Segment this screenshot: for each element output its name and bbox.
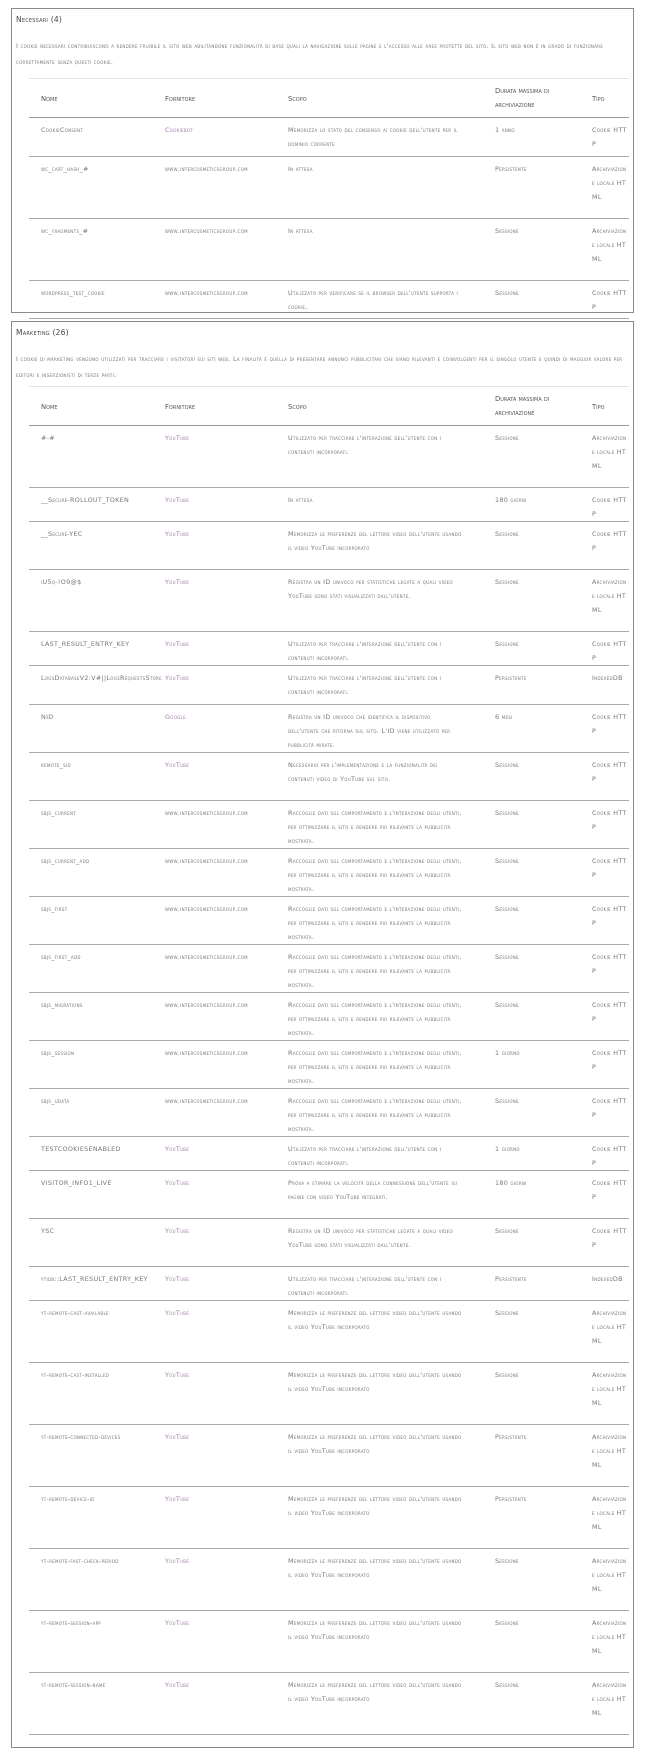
- cookie-provider: www.intercosmeticsgroup.com: [165, 1049, 248, 1057]
- cookie-name: sbjs_current_add: [41, 857, 90, 865]
- cookie-duration: Sessione: [495, 953, 519, 961]
- cookie-provider[interactable]: YouTube: [165, 1371, 190, 1379]
- table-row: [29, 1673, 629, 1735]
- cookie-purpose: Registra un ID univoco per statistiche legate a quali video YouTube sono stati visualizzati dall'utente.: [288, 1227, 453, 1249]
- table-row: [29, 801, 629, 849]
- cookie-purpose: Memorizza le preferenze del lettore video dell'utente usando il video YouTube incorporato: [288, 1681, 462, 1703]
- cookie-purpose: Memorizza le preferenze del lettore video dell'utente usando il video YouTube incorporato: [288, 1557, 462, 1579]
- necessary-cookies-card: [11, 8, 634, 313]
- cookie-duration: Sessione: [495, 1309, 519, 1317]
- table-row: [29, 1089, 629, 1137]
- cookie-name: YSC: [41, 1227, 55, 1235]
- table-row: [29, 1301, 629, 1363]
- cookie-duration: Sessione: [495, 530, 519, 538]
- cookie-type: Cookie HTTP: [592, 496, 627, 518]
- cookie-name: sbjs_first: [41, 905, 68, 913]
- cookie-purpose: Memorizza le preferenze del lettore video dell'utente usando il video YouTube incorporato: [288, 1619, 462, 1641]
- cookie-type: Cookie HTTP: [592, 640, 627, 662]
- cookie-duration: Sessione: [495, 434, 519, 442]
- cookie-type: Cookie HTTP: [592, 1227, 627, 1249]
- cookie-provider[interactable]: YouTube: [165, 674, 190, 682]
- cookie-name: ytidb::LAST_RESULT_ENTRY_KEY: [41, 1275, 148, 1283]
- cookie-duration: Persistente: [495, 165, 527, 173]
- cookie-duration: 1 giorno: [495, 1049, 520, 1057]
- cookie-type: Archiviazione locale HTML: [592, 165, 627, 201]
- cookie-provider[interactable]: YouTube: [165, 578, 190, 586]
- cookie-provider[interactable]: YouTube: [165, 496, 190, 504]
- cookie-duration: Sessione: [495, 857, 519, 865]
- table-row: [29, 219, 629, 281]
- cookie-name: sbjs_first_add: [41, 953, 81, 961]
- cookie-name: CookieConsent: [41, 126, 84, 134]
- header-duration: Durata massima di archiviazione: [495, 87, 550, 109]
- cookie-name: yt-remote-cast-available: [41, 1309, 109, 1317]
- cookie-type: Cookie HTTP: [592, 530, 627, 552]
- cookie-purpose: Utilizzato per tracciare l'interazione dell'utente con i contenuti incorporati.: [288, 1275, 442, 1297]
- cookie-provider[interactable]: Cookiebot: [165, 126, 194, 134]
- cookie-purpose: Memorizza le preferenze del lettore video dell'utente usando il video YouTube incorporato: [288, 1433, 462, 1455]
- cookie-provider: www.intercosmeticsgroup.com: [165, 857, 248, 865]
- table-row: [29, 632, 629, 666]
- cookie-name: __Secure-YEC: [41, 530, 83, 538]
- cookie-type: Archiviazione locale HTML: [592, 1495, 627, 1531]
- table-row: [29, 118, 629, 157]
- cookie-purpose: Raccoglie dati sul comportamento e l'interazione degli utenti, per ottimizzare il sito e rendere più rilevante la pubblicità mostrata.: [288, 1049, 462, 1085]
- cookie-type: Archiviazione locale HTML: [592, 227, 627, 263]
- cookie-name: NID: [41, 713, 54, 721]
- cookie-duration: Sessione: [495, 809, 519, 817]
- cookie-duration: Persistente: [495, 1275, 527, 1283]
- table-row: [29, 1219, 629, 1267]
- section-title: Necessari (4): [16, 15, 63, 24]
- header-purpose: Scopo: [288, 95, 307, 103]
- cookie-name: iU5q-!O9@$: [41, 578, 82, 586]
- cookie-purpose: Raccoglie dati sul comportamento e l'interazione degli utenti, per ottimizzare il sito e rendere più rilevante la pubblicità mostrata.: [288, 1001, 462, 1037]
- header-purpose: Scopo: [288, 403, 307, 411]
- cookie-type: Cookie HTTP: [592, 809, 627, 831]
- table-header: [29, 78, 629, 118]
- cookie-name: VISITOR_INFO1_LIVE: [41, 1179, 112, 1187]
- table-row: [29, 1137, 629, 1171]
- table-header: [29, 386, 629, 426]
- table-row: [29, 1425, 629, 1487]
- cookie-purpose: Raccoglie dati sul comportamento e l'interazione degli utenti, per ottimizzare il sito e rendere più rilevante la pubblicità mostrata.: [288, 1097, 462, 1133]
- cookie-type: Cookie HTTP: [592, 761, 627, 783]
- table-row: [29, 753, 629, 801]
- table-row: [29, 522, 629, 570]
- cookie-duration: Sessione: [495, 1619, 519, 1627]
- header-type: Tipo: [592, 95, 605, 103]
- cookie-name: yt-remote-fast-check-period: [41, 1557, 119, 1565]
- cookie-type: Archiviazione locale HTML: [592, 1619, 627, 1655]
- table-row: [29, 1363, 629, 1425]
- cookie-duration: Sessione: [495, 289, 519, 297]
- cookie-type: Archiviazione locale HTML: [592, 1371, 627, 1407]
- cookie-provider[interactable]: YouTube: [165, 1179, 190, 1187]
- cookie-purpose: Memorizza le preferenze del lettore video dell'utente usando il video YouTube incorporato: [288, 1495, 462, 1517]
- cookie-provider[interactable]: YouTube: [165, 1275, 190, 1283]
- cookie-duration: Sessione: [495, 1371, 519, 1379]
- cookie-provider: www.intercosmeticsgroup.com: [165, 165, 248, 173]
- cookie-type: Cookie HTTP: [592, 1097, 627, 1119]
- cookie-provider[interactable]: YouTube: [165, 1557, 190, 1565]
- table-row: [29, 1549, 629, 1611]
- table-row: [29, 897, 629, 945]
- cookie-name: sbjs_migrations: [41, 1001, 83, 1009]
- cookie-duration: Sessione: [495, 1227, 519, 1235]
- cookie-purpose: Necessario per l'implementazione e la funzionalità dei contenuti video di YouTube sul sito.: [288, 761, 438, 783]
- cookie-provider[interactable]: YouTube: [165, 530, 190, 538]
- cookie-type: Archiviazione locale HTML: [592, 1309, 627, 1345]
- cookie-name: TESTCOOKIESENABLED: [41, 1145, 121, 1153]
- cookie-duration: Sessione: [495, 761, 519, 769]
- cookie-duration: Sessione: [495, 227, 519, 235]
- cookie-name: sbjs_current: [41, 809, 77, 817]
- cookie-duration: Sessione: [495, 578, 519, 586]
- cookie-type: Cookie HTTP: [592, 713, 627, 735]
- cookie-name: yt-remote-session-app: [41, 1619, 102, 1627]
- cookie-duration: 1 giorno: [495, 1145, 520, 1153]
- cookie-type: Cookie HTTP: [592, 1179, 627, 1201]
- cookie-purpose: Prova a stimare la velocità della connessione dell'utente su pagine con video YouTube integrati.: [288, 1179, 458, 1201]
- cookie-provider[interactable]: YouTube: [165, 1681, 190, 1689]
- cookie-purpose: Memorizza lo stato del consenso ai cookie dell'utente per il dominio corrente: [288, 126, 458, 148]
- cookie-type: Cookie HTTP: [592, 1001, 627, 1023]
- cookie-type: Archiviazione locale HTML: [592, 578, 627, 614]
- cookie-provider[interactable]: YouTube: [165, 1433, 190, 1441]
- header-provider: Fornitore: [165, 403, 196, 411]
- cookie-type: Cookie HTTP: [592, 126, 627, 148]
- cookie-provider: www.intercosmeticsgroup.com: [165, 953, 248, 961]
- table-row: [29, 1487, 629, 1549]
- cookie-duration: 6 mesi: [495, 713, 513, 721]
- cookie-purpose: Registra un ID univoco che identifica il dispositivo dell'utente che ritorna sul sito. L'ID viene utilizzato per pubblicità mirate.: [288, 713, 451, 749]
- table-row: [29, 993, 629, 1041]
- cookie-name: sbjs_session: [41, 1049, 75, 1057]
- cookie-name: #-#: [41, 434, 55, 442]
- cookie-provider: www.intercosmeticsgroup.com: [165, 905, 248, 913]
- cookie-provider: www.intercosmeticsgroup.com: [165, 1001, 248, 1009]
- cookie-duration: 180 giorni: [495, 1179, 527, 1187]
- cookie-provider: www.intercosmeticsgroup.com: [165, 809, 248, 817]
- cookie-type: Archiviazione locale HTML: [592, 1433, 627, 1469]
- cookie-duration: Sessione: [495, 640, 519, 648]
- cookie-purpose: Memorizza le preferenze del lettore video dell'utente usando il video YouTube incorporato: [288, 1371, 462, 1393]
- cookie-duration: Persistente: [495, 1495, 527, 1503]
- cookie-provider[interactable]: YouTube: [165, 761, 190, 769]
- table-row: [29, 1611, 629, 1673]
- table-row: [29, 1041, 629, 1089]
- cookie-type: Cookie HTTP: [592, 953, 627, 975]
- cookie-purpose: Utilizzato per tracciare l'interazione dell'utente con i contenuti incorporati.: [288, 640, 442, 662]
- cookie-name: yt-remote-cast-installed: [41, 1371, 110, 1379]
- cookie-type: Archiviazione locale HTML: [592, 1557, 627, 1593]
- cookie-name: wc_fragments_#: [41, 227, 89, 235]
- header-name: Nome: [41, 95, 58, 103]
- table-row: [29, 426, 629, 488]
- cookie-purpose: In attesa: [288, 227, 313, 235]
- section-description: I cookie necessari contribuiscono a rendere fruibile il sito web abilitandone funzionalità di base quali la navigazione sulle pagine e l'accesso alle aree protette del sito. Il sito web non è in grado di funzionare correttamente senza questi cookie.: [16, 42, 604, 66]
- table-row: [29, 1171, 629, 1219]
- table-row: [29, 1267, 629, 1301]
- cookie-purpose: Utilizzato per verificare se il browser dell'utente supporta i cookie.: [288, 289, 458, 311]
- cookie-provider[interactable]: YouTube: [165, 1227, 190, 1235]
- cookie-provider: www.intercosmeticsgroup.com: [165, 1097, 248, 1105]
- cookie-type: Cookie HTTP: [592, 857, 627, 879]
- cookie-purpose: Memorizza le preferenze del lettore video dell'utente usando il video YouTube incorporato: [288, 1309, 462, 1331]
- cookie-name: sbjs_udata: [41, 1097, 70, 1105]
- cookie-type: Cookie HTTP: [592, 1049, 627, 1071]
- marketing-cookies-card: [11, 321, 634, 1748]
- cookie-duration: 180 giorni: [495, 496, 527, 504]
- cookie-provider[interactable]: Google: [165, 713, 186, 721]
- header-provider: Fornitore: [165, 95, 196, 103]
- cookie-type: Cookie HTTP: [592, 905, 627, 927]
- cookie-name: __Secure-ROLLOUT_TOKEN: [41, 496, 130, 504]
- cookie-name: yt-remote-session-name: [41, 1681, 106, 1689]
- table-row: [29, 281, 629, 319]
- header-name: Nome: [41, 403, 58, 411]
- cookie-name: LogsDatabaseV2:V#||LogsRequestsStore: [41, 674, 162, 682]
- cookie-purpose: Raccoglie dati sul comportamento e l'interazione degli utenti, per ottimizzare il sito e rendere più rilevante la pubblicità mostrata.: [288, 809, 462, 845]
- cookie-duration: Sessione: [495, 1097, 519, 1105]
- cookie-type: Archiviazione locale HTML: [592, 434, 627, 470]
- section-title: Marketing (26): [16, 328, 69, 337]
- table-row: [29, 849, 629, 897]
- cookie-name: LAST_RESULT_ENTRY_KEY: [41, 640, 130, 648]
- cookie-type: Archiviazione locale HTML: [592, 1681, 627, 1717]
- cookie-name: yt-remote-connected-devices: [41, 1433, 121, 1441]
- cookie-purpose: Raccoglie dati sul comportamento e l'interazione degli utenti, per ottimizzare il sito e rendere più rilevante la pubblicità mostrata.: [288, 905, 462, 941]
- cookie-purpose: Registra un ID univoco per statistiche legate a quali video YouTube sono stati visualizzati dall'utente.: [288, 578, 453, 600]
- cookie-purpose: Raccoglie dati sul comportamento e l'interazione degli utenti, per ottimizzare il sito e rendere più rilevante la pubblicità mostrata.: [288, 953, 462, 989]
- cookie-purpose: Utilizzato per tracciare l'interazione dell'utente con i contenuti incorporati.: [288, 1145, 442, 1167]
- cookie-provider[interactable]: YouTube: [165, 1495, 190, 1503]
- cookie-name: wc_cart_hash_#: [41, 165, 89, 173]
- table-row: [29, 488, 629, 522]
- table-row: [29, 570, 629, 632]
- cookie-name: remote_sid: [41, 761, 71, 769]
- cookie-name: yt-remote-device-id: [41, 1495, 95, 1503]
- cookie-duration: Sessione: [495, 905, 519, 913]
- cookie-type: IndexedDB: [592, 674, 623, 682]
- cookie-provider[interactable]: YouTube: [165, 434, 190, 442]
- cookie-purpose: In attesa: [288, 496, 313, 504]
- table-row: [29, 945, 629, 993]
- table-row: [29, 705, 629, 753]
- cookie-purpose: In attesa: [288, 165, 313, 173]
- section-description: I cookie di marketing vengono utilizzati per tracciare i visitatori sui siti web. La finalità è quella di presentare annunci pubblicitari che siano rilevanti e coinvolgenti per il singolo utente e quindi di maggior valore per editori e inserzionisti di terze parti.: [16, 355, 623, 379]
- cookie-duration: Persistente: [495, 1433, 527, 1441]
- cookie-provider[interactable]: YouTube: [165, 640, 190, 648]
- table-row: [29, 666, 629, 705]
- cookie-type: Cookie HTTP: [592, 289, 627, 311]
- cookie-type: Cookie HTTP: [592, 1145, 627, 1167]
- cookie-provider: www.intercosmeticsgroup.com: [165, 289, 248, 297]
- cookie-provider[interactable]: YouTube: [165, 1145, 190, 1153]
- cookie-type: IndexedDB: [592, 1275, 623, 1283]
- cookie-purpose: Raccoglie dati sul comportamento e l'interazione degli utenti, per ottimizzare il sito e rendere più rilevante la pubblicità mostrata.: [288, 857, 462, 893]
- cookie-purpose: Memorizza le preferenze del lettore video dell'utente usando il video YouTube incorporato: [288, 530, 462, 552]
- cookie-duration: Sessione: [495, 1681, 519, 1689]
- cookie-provider[interactable]: YouTube: [165, 1309, 190, 1317]
- cookie-duration: Sessione: [495, 1001, 519, 1009]
- cookie-name: wordpress_test_cookie: [41, 289, 105, 297]
- cookie-provider: www.intercosmeticsgroup.com: [165, 227, 248, 235]
- cookie-purpose: Utilizzato per tracciare l'interazione dell'utente con i contenuti incorporati.: [288, 434, 442, 456]
- header-type: Tipo: [592, 403, 605, 411]
- cookie-duration: 1 anno: [495, 126, 515, 134]
- table-row: [29, 157, 629, 219]
- cookie-duration: Persistente: [495, 674, 527, 682]
- cookie-provider[interactable]: YouTube: [165, 1619, 190, 1627]
- cookie-duration: Sessione: [495, 1557, 519, 1565]
- header-duration: Durata massima di archiviazione: [495, 395, 550, 417]
- cookie-purpose: Utilizzato per tracciare l'interazione dell'utente con i contenuti incorporati.: [288, 674, 442, 696]
